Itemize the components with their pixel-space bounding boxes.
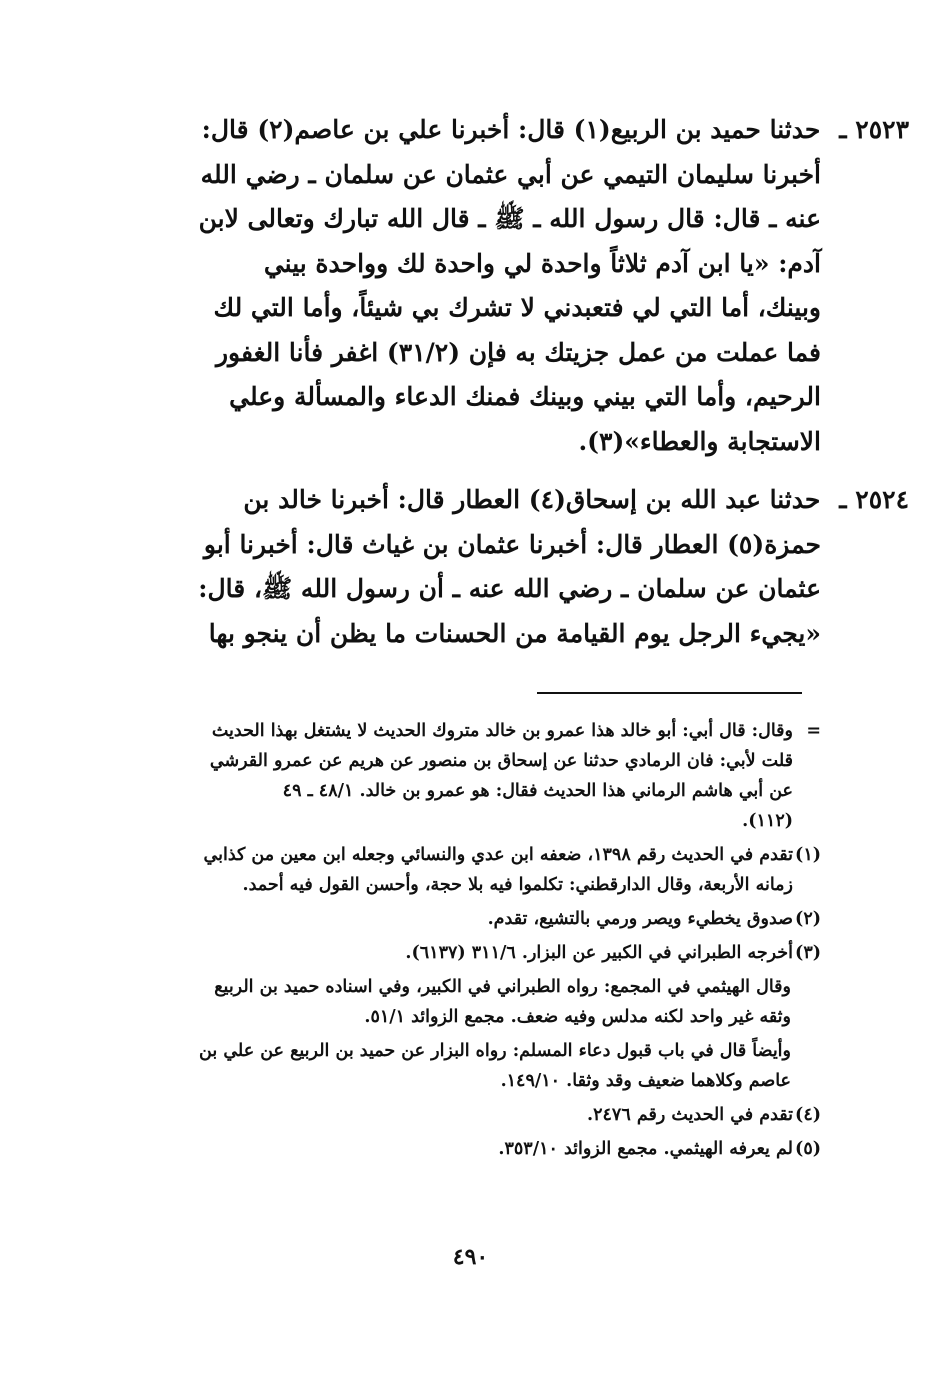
footnote-marker: =: [806, 721, 821, 741]
footnote-text: أخرجه الطبراني في الكبير عن البزار. ٣١١/٦ (٦١٣٧).: [405, 943, 793, 963]
hadith-line: فما عملت من عمل جزيتك به فإن (٣١/٢) اغفر فأنا الغفور: [215, 337, 821, 367]
hadith-line: وبينك، أما التي لي فتعبدني لا تشرك بي شيئاً، وأما التي لك: [213, 293, 821, 322]
footnote-3-also: [121, 1036, 821, 1096]
hadith-line: عثمان عن سلمان ـ رضي الله عنه ـ أن رسول الله ﷺ، قال:: [198, 574, 821, 603]
hadith-line: «يجيء الرجل يوم القيامة من الحسنات ما يظن أن ينجو بها: [208, 618, 821, 648]
hadith-line: آدم: «يا ابن آدم ثلاثاً واحدة لي واحدة لك وواحدة بيني: [263, 248, 821, 278]
page-number: ٤٩٠: [452, 1244, 489, 1270]
hadith-2524: [126, 478, 909, 656]
hadith-line: عنه ـ قال: قال رسول الله ـ ﷺ ـ قال الله تبارك وتعالى لابن: [198, 204, 821, 233]
hadith-number: ٢٥٢٣ ـ: [839, 115, 909, 144]
footnotes: [121, 716, 821, 1168]
footnote-4: [121, 1100, 821, 1130]
hadith-number: ٢٥٢٤ ـ: [839, 485, 909, 514]
footnote-1: [121, 840, 821, 900]
hadith-line: أخبرنا سليمان التيمي عن أبي عثمان عن سلمان ـ رضي الله: [200, 159, 821, 189]
footnote-text: صدوق يخطيء ويصر ورمي بالتشيع، تقدم.: [487, 909, 793, 929]
footnote-text: تقدم في الحديث رقم ١٣٩٨، ضعفه ابن عدي والنسائي وجعله ابن معين من كذابي زمانه الأربعة، وقال الدارقطني: تكلموا فيه بلا حجة، وأحسن القول فيه أحمد.: [203, 845, 793, 895]
footnote-2: [121, 904, 821, 934]
footnote-marker: (٢): [795, 909, 821, 929]
hadith-line: ٢٥٢٣ ـ حدثنا حميد بن الربيع(١) قال: أخبرنا علي بن عاصم(٢) قال:: [126, 108, 909, 153]
hadith-line: حمزة(٥) العطار قال: أخبرنا عثمان بن غياث قال: أخبرنا أبو: [203, 529, 821, 559]
footnote-divider: [537, 692, 802, 694]
footnote-continuation: [121, 716, 821, 836]
footnote-text: وقال الهيثمي في المجمع: رواه الطبراني في الكبير، وفي اسناده حميد بن الربيع وثقه غير واحد لكنه مدلس وفيه ضعف. مجمع الزوائد ٥١/١.: [214, 977, 791, 1027]
footnote-3: [121, 938, 821, 968]
footnote-marker: (٣): [795, 943, 821, 963]
footnote-marker: (١): [795, 845, 821, 865]
hadith-line: الرحيم، وأما التي بيني وبينك فمنك الدعاء والمسألة وعلي: [229, 382, 821, 411]
hadith-line: الاستجابة والعطاء»(٣).: [578, 426, 821, 456]
footnote-text: تقدم في الحديث رقم ٢٤٧٦.: [587, 1105, 793, 1125]
footnote-text: وقال: قال أبي: أبو خالد هذا عمرو بن خالد متروك الحديث لا يشتغل بهذا الحديث قلت لأبي: فان الرمادي حدثنا عن إسحاق بن منصور عن هريم عن عمرو القرشي عن أبي هاشم الرماني هذا الحديث فقال: هو عمرو بن خالد. ٤٨/١ ـ ٤٩ (١١٢).: [209, 721, 793, 831]
footnote-marker: (٤): [795, 1105, 821, 1125]
footnote-marker: (٥): [795, 1139, 821, 1159]
hadith-line: ٢٥٢٤ ـ حدثنا عبد الله بن إسحاق(٤) العطار قال: أخبرنا خالد بن: [126, 478, 909, 523]
footnote-text: لم يعرفه الهيثمي. مجمع الزوائد ٣٥٣/١٠.: [498, 1139, 793, 1159]
footnote-3-haythami: [121, 972, 821, 1032]
hadith-2523: [126, 108, 909, 464]
footnote-text: وأيضاً قال في باب قبول دعاء المسلم: رواه البزار عن حميد بن الربيع عن علي بن عاصم وكلاهما ضعيف وقد وثقا. ١٤٩/١٠.: [199, 1041, 791, 1091]
footnote-5: [121, 1134, 821, 1164]
